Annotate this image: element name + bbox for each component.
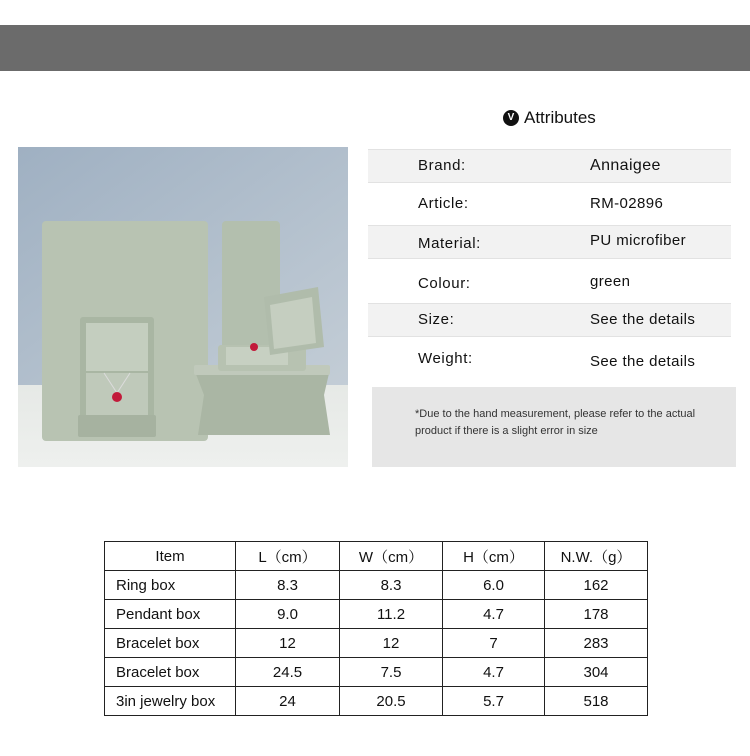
cell-item: Ring box	[105, 571, 236, 600]
product-photo	[18, 147, 348, 467]
cell-net-weight: 162	[545, 571, 648, 600]
attribute-row-article	[368, 183, 731, 225]
dimensions-table	[104, 541, 648, 716]
cell-width: 8.3	[340, 571, 443, 600]
note-line-2: product if there is a slight error in size	[415, 425, 598, 437]
column-header-item: Item	[105, 542, 236, 571]
table-row	[105, 629, 648, 658]
top-banner-bar	[0, 25, 750, 71]
attribute-value: PU microfiber	[590, 232, 687, 249]
cell-net-weight: 283	[545, 629, 648, 658]
attribute-row-brand	[368, 149, 731, 183]
attribute-key: Material:	[418, 235, 481, 252]
cell-length: 9.0	[236, 600, 340, 629]
attribute-key: Size:	[418, 311, 455, 328]
column-header-length: L（cm）	[236, 542, 340, 571]
table-row	[105, 600, 648, 629]
cell-width: 12	[340, 629, 443, 658]
cell-height: 6.0	[443, 571, 545, 600]
cell-item: Pendant box	[105, 600, 236, 629]
table-row	[105, 658, 648, 687]
attribute-value: RM-02896	[590, 195, 664, 212]
cell-height: 4.7	[443, 600, 545, 629]
cell-net-weight: 304	[545, 658, 648, 687]
table-header-row	[105, 542, 648, 571]
attributes-title: Attributes	[524, 108, 596, 127]
attribute-key: Colour:	[418, 275, 471, 292]
cell-height: 4.7	[443, 658, 545, 687]
cell-item: Bracelet box	[105, 658, 236, 687]
note-line-1: *Due to the hand measurement, please refer to the actual	[415, 408, 696, 420]
measurement-note	[372, 387, 736, 467]
table-row	[105, 571, 648, 600]
attribute-value: Annaigee	[590, 157, 661, 174]
attribute-value: See the details	[590, 311, 696, 328]
attribute-row-material	[368, 225, 731, 259]
cell-width: 20.5	[340, 687, 443, 716]
cell-width: 11.2	[340, 600, 443, 629]
attributes-header	[503, 107, 596, 129]
attribute-value: See the details	[590, 353, 696, 370]
attribute-row-size	[368, 303, 731, 337]
attribute-key: Brand:	[418, 157, 466, 174]
column-header-width: W（cm）	[340, 542, 443, 571]
attribute-row-colour	[368, 259, 731, 303]
attribute-key: Article:	[418, 195, 469, 212]
cell-length: 24.5	[236, 658, 340, 687]
check-circle-icon: V	[503, 110, 519, 126]
cell-width: 7.5	[340, 658, 443, 687]
table-row	[105, 687, 648, 716]
cell-item: Bracelet box	[105, 629, 236, 658]
column-header-height: H（cm）	[443, 542, 545, 571]
attribute-row-weight	[368, 337, 731, 377]
cell-height: 5.7	[443, 687, 545, 716]
cell-length: 8.3	[236, 571, 340, 600]
cell-net-weight: 518	[545, 687, 648, 716]
column-header-net-weight: N.W.（g）	[545, 542, 648, 571]
cell-net-weight: 178	[545, 600, 648, 629]
attributes-table	[368, 149, 731, 377]
cell-length: 24	[236, 687, 340, 716]
cell-height: 7	[443, 629, 545, 658]
attribute-key: Weight:	[418, 350, 473, 367]
attribute-value: green	[590, 273, 631, 290]
cell-length: 12	[236, 629, 340, 658]
cell-item: 3in jewelry box	[105, 687, 236, 716]
